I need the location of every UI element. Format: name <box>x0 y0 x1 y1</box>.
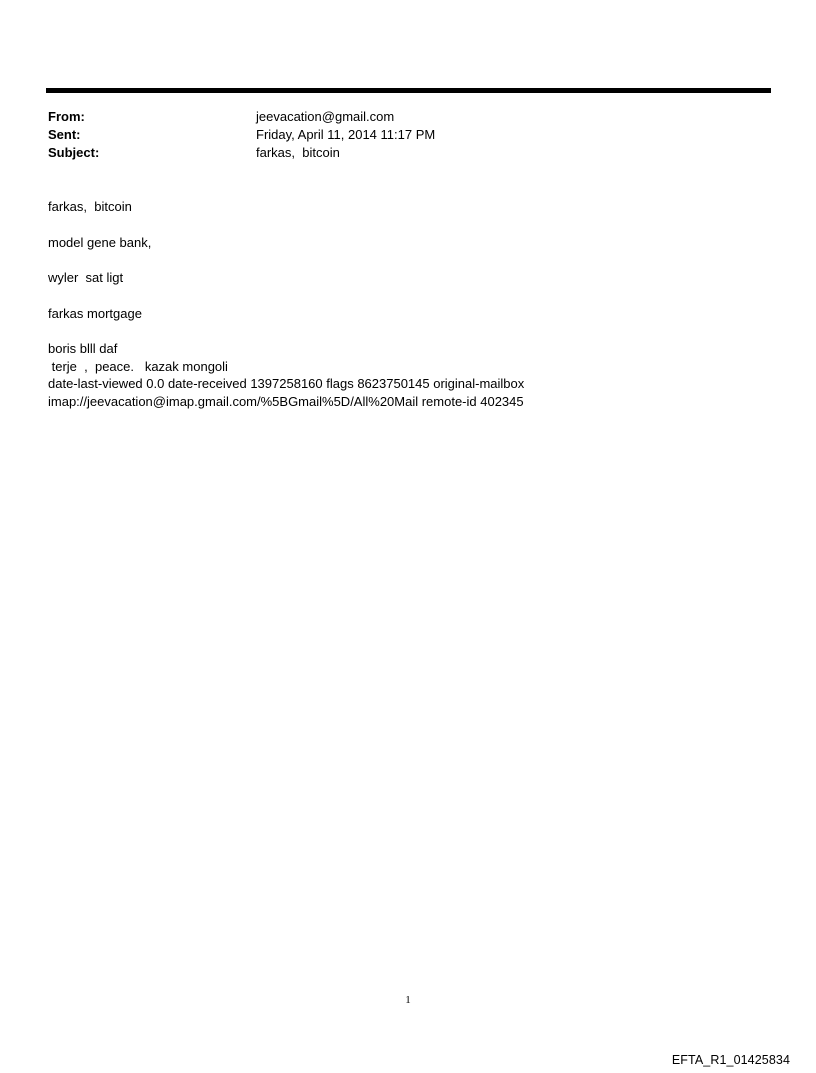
page-number: 1 <box>405 994 411 1006</box>
sent-label: Sent: <box>48 127 81 142</box>
subject-label: Subject: <box>48 145 100 160</box>
email-body <box>48 198 524 410</box>
body-final-block <box>48 340 524 410</box>
bates-id: EFTA_R1_01425834 <box>671 1053 790 1067</box>
body-paragraph: wyler sat ligt <box>48 270 124 285</box>
from-value: jeevacation@gmail.com <box>256 109 395 124</box>
sent-value: Friday, April 11, 2014 11:17 PM <box>256 127 436 142</box>
from-row <box>48 108 435 126</box>
from-label: From: <box>48 109 85 124</box>
body-paragraph: farkas mortgage <box>48 305 142 321</box>
body-line: terje , peace. kazak mongoli <box>48 358 228 374</box>
email-header <box>48 108 435 162</box>
body-paragraph: farkas, bitcoin <box>48 199 132 214</box>
subject-row <box>48 144 435 162</box>
subject-value: farkas, bitcoin <box>256 145 340 160</box>
body-line: boris blll daf <box>48 341 118 356</box>
sent-row <box>48 126 435 144</box>
header-divider <box>46 88 771 93</box>
body-line: date-last-viewed 0.0 date-received 1397258160 flags 8623750145 original-mailbox <box>48 376 525 391</box>
body-line: imap://jeevacation@imap.gmail.com/%5BGmail%5D/All%20Mail remote-id 402345 <box>48 393 524 409</box>
body-paragraph: model gene bank, <box>48 234 152 250</box>
